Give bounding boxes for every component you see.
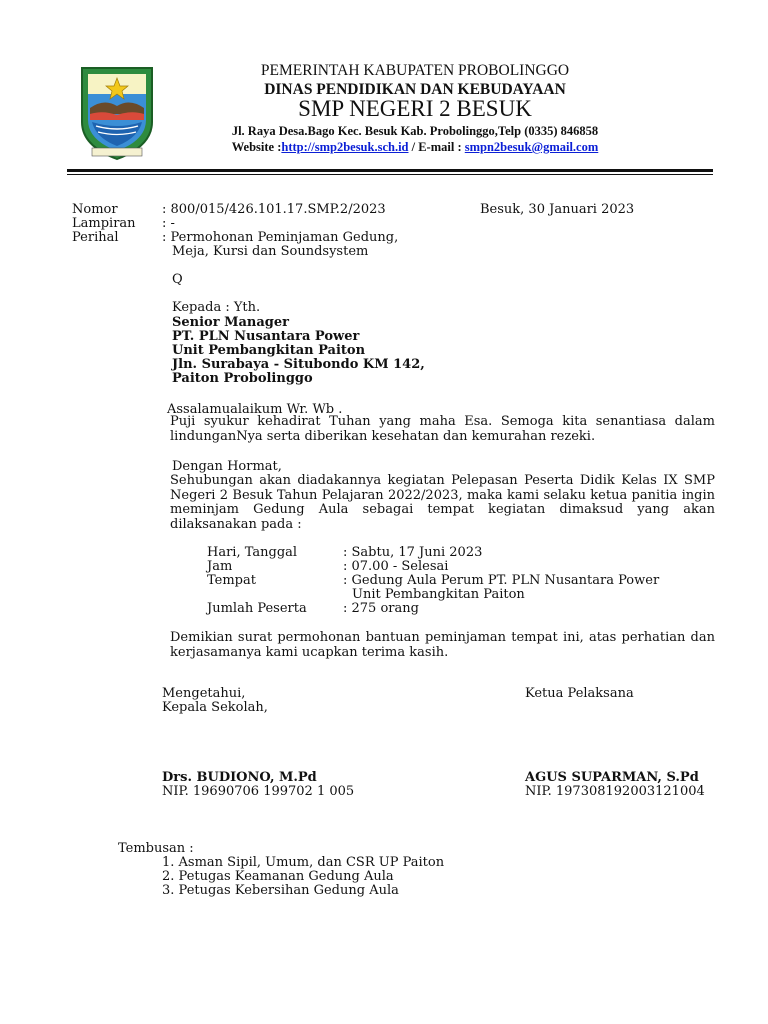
nomor-label: Nomor — [72, 202, 118, 217]
signature-left-title: Mengetahui, — [162, 686, 246, 701]
perihal-value-continued: Meja, Kursi dan Soundsystem — [172, 244, 369, 259]
nomor-value: : 800/015/426.101.17.SMP.2/2023 — [162, 202, 386, 217]
email-link[interactable]: smpn2besuk@gmail.com — [464, 140, 599, 154]
header-government-line: PEMERINTAH KABUPATEN PROBOLINGGO — [260, 62, 570, 79]
header-address: Jl. Raya Desa.Bago Kec. Besuk Kab. Probolinggo,Telp (0335) 846858 — [231, 124, 599, 138]
detail-value: : 275 orang — [343, 601, 419, 616]
detail-label: Jam — [207, 559, 233, 574]
header-divider-thin — [67, 174, 713, 175]
header-agency-line: DINAS PENDIDIKAN DAN KEBUDAYAAN — [264, 81, 566, 98]
place-date: Besuk, 30 Januari 2023 — [480, 202, 635, 217]
recipient-line-3: Unit Pembangkitan Paiton — [172, 343, 366, 358]
recipient-line-2: PT. PLN Nusantara Power — [172, 329, 360, 344]
lampiran-value: : - — [162, 216, 175, 231]
paragraph-purpose: Sehubungan akan diadakannya kegiatan Pelepasan Peserta Didik Kelas IX SMP Negeri 2 Besuk Tahun Pelajaran 2022/2023, maka kami selaku ketua panitia ingin meminjam Gedung Aula sebagai tempat kegiatan dimaksud yang akan dilaksanakan pada : — [170, 473, 715, 532]
detail-value: : 07.00 - Selesai — [343, 559, 449, 574]
signature-right-title: Ketua Pelaksana — [525, 686, 634, 701]
signature-left-nip: NIP. 19690706 199702 1 005 — [162, 784, 355, 799]
detail-value: : Gedung Aula Perum PT. PLN Nusantara Power — [343, 573, 660, 588]
header-contact — [175, 140, 655, 155]
signature-left-title-2: Kepala Sekolah, — [162, 700, 268, 715]
detail-value-continued: Unit Pembangkitan Paiton — [352, 587, 525, 602]
website-link[interactable]: http://smp2besuk.sch.id — [281, 140, 409, 154]
paragraph-closing: Demikian surat permohonan bantuan peminjaman tempat ini, atas perhatian dan kerjasamanya kami ucapkan terima kasih. — [170, 630, 715, 660]
detail-label: Jumlah Peserta — [207, 601, 307, 616]
detail-label: Hari, Tanggal — [207, 545, 298, 560]
tembusan-item: 1. Asman Sipil, Umum, dan CSR UP Paiton — [162, 855, 445, 870]
paragraph-opening: Puji syukur kehadirat Tuhan yang maha Esa. Semoga kita senantiasa dalam lindunganNya serta diberikan kesehatan dan kemurahan rezeki. — [170, 414, 715, 444]
email-label: / E-mail : — [408, 140, 465, 154]
perihal-value: : Permohonan Peminjaman Gedung, — [162, 230, 399, 245]
lampiran-label: Lampiran — [72, 216, 136, 231]
tembusan-item: 3. Petugas Kebersihan Gedung Aula — [162, 883, 399, 898]
header-divider-thick — [67, 169, 713, 172]
tembusan-label: Tembusan : — [118, 841, 194, 856]
recipient-line-5: Paiton Probolinggo — [172, 371, 313, 386]
signature-right-nip: NIP. 197308192003121004 — [525, 784, 705, 799]
signature-right-name: AGUS SUPARMAN, S.Pd — [525, 770, 699, 785]
recipient-line-4: Jln. Surabaya - Situbondo KM 142, — [172, 357, 425, 372]
salutation: Dengan Hormat, — [172, 459, 282, 474]
tembusan-item: 2. Petugas Keamanan Gedung Aula — [162, 869, 394, 884]
perihal-label: Perihal — [72, 230, 119, 245]
signature-left-name: Drs. BUDIONO, M.Pd — [162, 770, 317, 785]
detail-label: Tempat — [207, 573, 256, 588]
recipient-line-1: Senior Manager — [172, 315, 289, 330]
greeting: Assalamualaikum Wr. Wb . — [167, 402, 343, 417]
stray-character: Q — [172, 272, 183, 287]
detail-value: : Sabtu, 17 Juni 2023 — [343, 545, 483, 560]
recipient-kepada: Kepada : Yth. — [172, 300, 261, 315]
header-school-name: SMP NEGERI 2 BESUK — [298, 96, 532, 121]
website-label: Website : — [231, 140, 282, 154]
regency-emblem-logo — [78, 64, 156, 162]
